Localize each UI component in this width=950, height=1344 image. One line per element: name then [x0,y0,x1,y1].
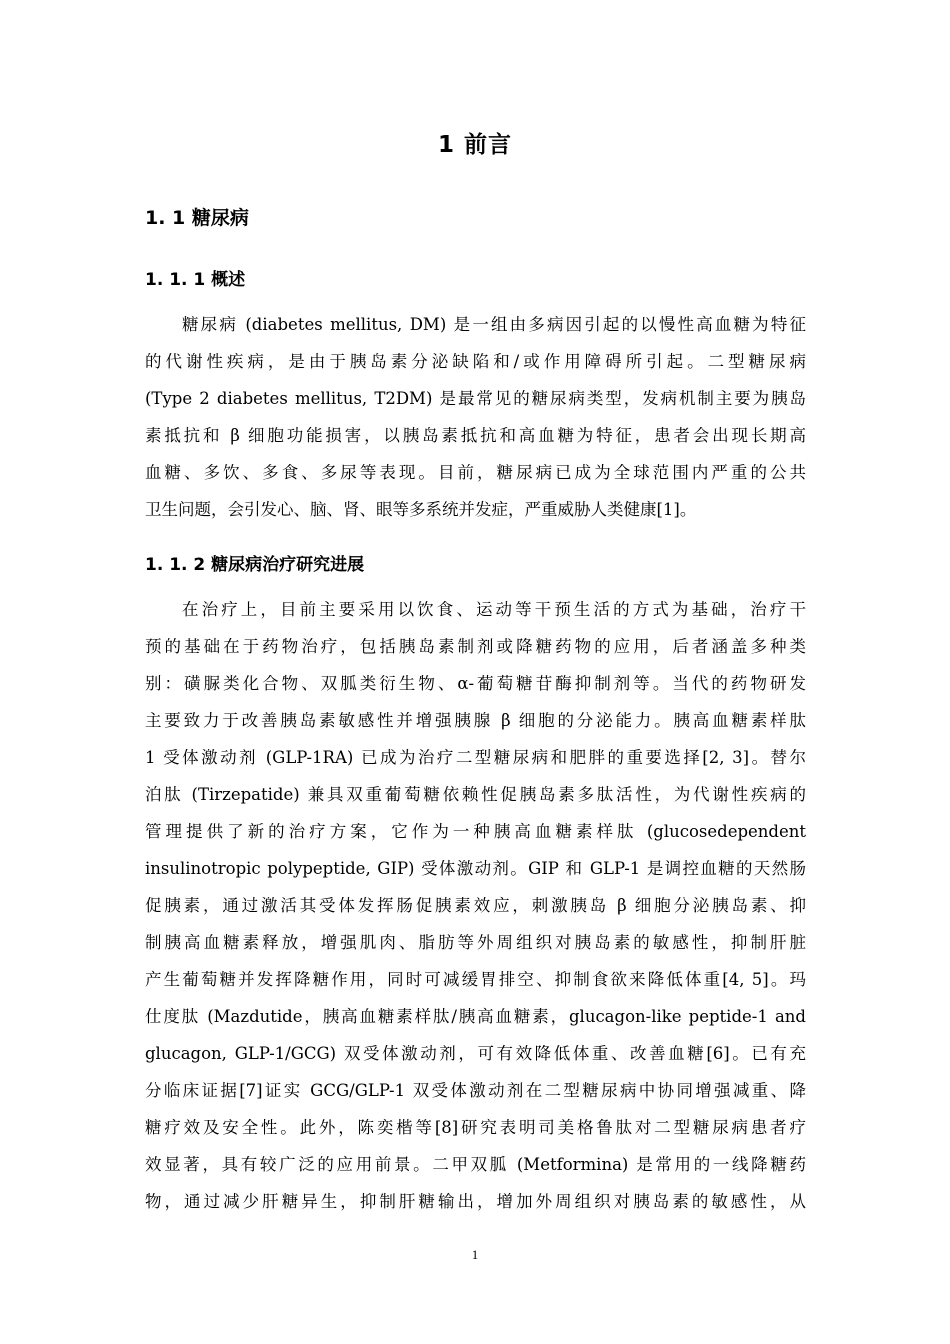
section-title: 1. 1 糖尿病 [145,207,249,229]
paragraph-line: 仕度肽 (Mazdutide，胰高血糖素样肽/胰高血糖素，glucagon-like peptide-1 and [145,1007,806,1026]
paragraph-line: 在治疗上，目前主要采用以饮食、运动等干预生活的方式为基础，治疗干 [182,600,806,619]
paragraph-line: 血糖、多饮、多食、多尿等表现。目前，糖尿病已成为全球范围内严重的公共 [145,463,806,482]
paragraph-line: 素抵抗和 β 细胞功能损害，以胰岛素抵抗和高血糖为特征，患者会出现长期高 [145,426,806,445]
paragraph-line: 的代谢性疾病，是由于胰岛素分泌缺陷和/或作用障碍所引起。二型糖尿病 [145,352,806,371]
paragraph-line: 制胰高血糖素释放，增强肌肉、脂肪等外周组织对胰岛素的敏感性，抑制肝脏 [145,933,806,952]
paragraph-line: 别：磺脲类化合物、双胍类衍生物、α-葡萄糖苷酶抑制剂等。当代的药物研发 [145,674,806,693]
paragraph-line: 产生葡萄糖并发挥降糖作用，同时可减缓胃排空、抑制食欲来降低体重[4, 5]。玛 [145,970,806,989]
paragraph-line: 主要致力于改善胰岛素敏感性并增强胰腺 β 细胞的分泌能力。胰高血糖素样肽 [145,711,806,730]
page-number: 1 [471,1247,479,1262]
chapter-title: 1 前言 [437,132,512,158]
paragraph-line: insulinotropic polypeptide, GIP) 受体激动剂。GIP 和 GLP-1 是调控血糖的天然肠 [145,859,806,878]
paragraph-line: 效显著，具有较广泛的应用前景。二甲双胍 (Metformina) 是常用的一线降糖药 [145,1155,806,1174]
paragraph-line: 1 受体激动剂 (GLP-1RA) 已成为治疗二型糖尿病和肥胖的重要选择[2, 3]。替尔 [145,748,806,767]
paragraph-treatment [145,591,806,1220]
paragraph-line: (Type 2 diabetes mellitus, T2DM) 是最常见的糖尿病类型，发病机制主要为胰岛 [145,389,806,408]
paragraph-line: 糖尿病 (diabetes mellitus, DM) 是一组由多病因引起的以慢性高血糖为特征 [182,315,806,334]
subsection-title-overview: 1. 1. 1 概述 [145,270,246,290]
paragraph-line: 预的基础在于药物治疗，包括胰岛素制剂或降糖药物的应用，后者涵盖多种类 [145,637,806,656]
paragraph-line: 促胰素，通过激活其受体发挥肠促胰素效应，刺激胰岛 β 细胞分泌胰岛素、抑 [145,896,806,915]
paragraph-line: 糖疗效及安全性。此外，陈奕楷等[8]研究表明司美格鲁肽对二型糖尿病患者疗 [145,1118,806,1137]
paragraph-line: 泊肽 (Tirzepatide) 兼具双重葡萄糖依赖性促胰岛素多肽活性，为代谢性疾病的 [145,785,806,804]
paragraph-line: 分临床证据[7]证实 GCG/GLP-1 双受体激动剂在二型糖尿病中协同增强减重、降 [145,1081,806,1100]
paragraph-line: glucagon, GLP-1/GCG) 双受体激动剂，可有效降低体重、改善血糖[6]。已有充 [145,1044,806,1063]
subsection-title-treatment: 1. 1. 2 糖尿病治疗研究进展 [145,555,365,575]
paragraph-overview [145,306,806,528]
paragraph-line: 物，通过减少肝糖异生，抑制肝糖输出，增加外周组织对胰岛素的敏感性，从 [145,1192,806,1211]
paragraph-line: 管理提供了新的治疗方案，它作为一种胰高血糖素样肽 (glucosedependent [145,822,806,841]
paragraph-line: 卫生问题，会引发心、脑、肾、眼等多系统并发症，严重威胁人类健康[1]。 [145,500,697,519]
